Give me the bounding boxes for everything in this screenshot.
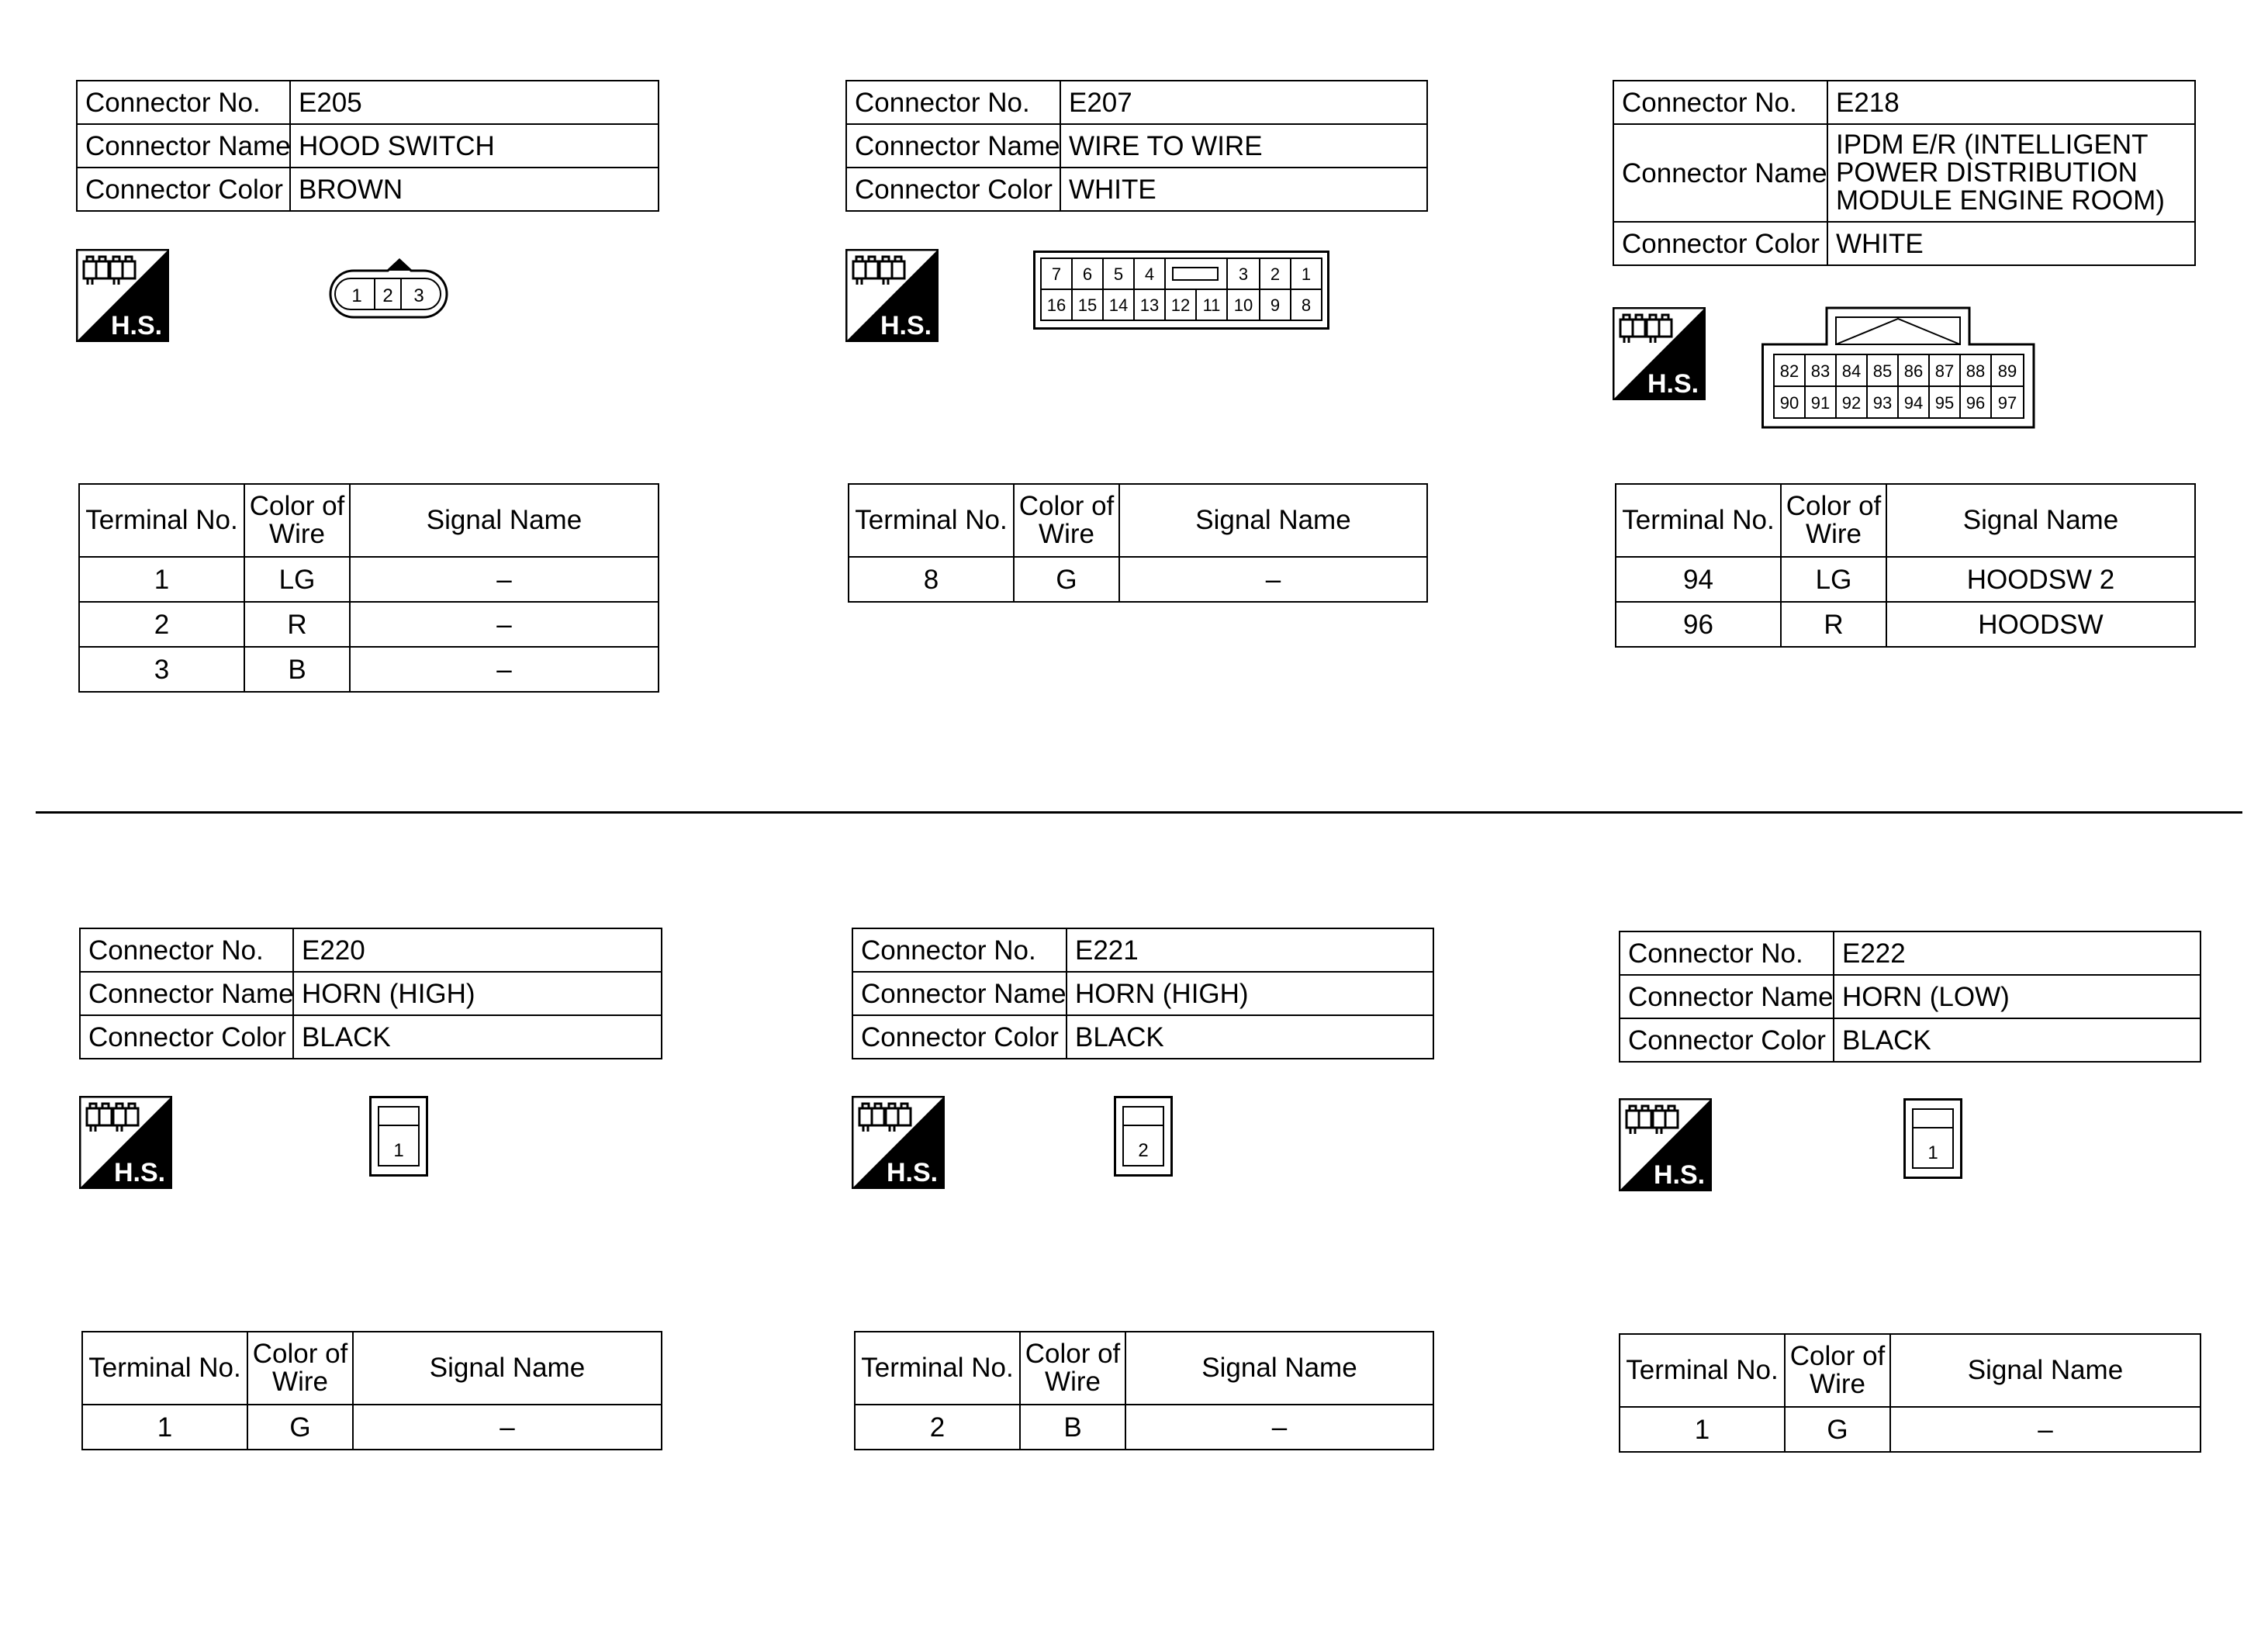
- header-color-of-wire: [1014, 484, 1119, 557]
- connector-face-diagram: [323, 249, 456, 319]
- connector-no-row: [80, 928, 662, 972]
- pin-label: 85: [1872, 361, 1893, 381]
- label-connector-name: Connector Name: [77, 124, 290, 168]
- wire-color-cell: LG: [244, 557, 350, 602]
- wire-color-cell: G: [1785, 1407, 1890, 1452]
- terminal-no-cell: 94: [1616, 557, 1781, 602]
- terminal-table: [1615, 483, 2196, 648]
- label-connector-color: Connector Color: [852, 1015, 1067, 1059]
- pin-label: 14: [1108, 295, 1129, 315]
- header-wire: Wire: [1810, 1369, 1865, 1399]
- pin-label: 3: [413, 285, 424, 306]
- hs-label: H.S.: [110, 311, 163, 340]
- connector-no-value: E221: [1067, 928, 1433, 972]
- pin-label: 97: [1997, 393, 2017, 413]
- terminal-no-cell: 96: [1616, 602, 1781, 647]
- pin-label: 12: [1170, 295, 1191, 315]
- wire-color-cell: R: [1781, 602, 1886, 647]
- pin-label: 94: [1903, 393, 1924, 413]
- pin-label: 3: [1238, 264, 1249, 284]
- wire-color-cell: G: [247, 1405, 353, 1450]
- pin-label: 2: [1270, 264, 1281, 284]
- terminal-no-cell: 2: [855, 1405, 1020, 1450]
- label-connector-no: Connector No.: [1613, 81, 1827, 124]
- label-connector-color: Connector Color: [846, 168, 1060, 211]
- harness-side-icon: [1613, 307, 1706, 400]
- pin-label: 88: [1965, 361, 1986, 381]
- terminal-no-cell: 1: [79, 557, 244, 602]
- connector-color-row: [1620, 1018, 2200, 1062]
- connector-no-value: E218: [1827, 81, 2195, 124]
- connector-name-line: IPDM E/R (INTELLIGENT: [1836, 130, 2149, 160]
- terminal-header-row: [82, 1332, 662, 1405]
- header-color-of: Color of: [1025, 1339, 1121, 1369]
- connector-face-diagram: [1033, 251, 1329, 330]
- connector-color-value: WHITE: [1060, 168, 1427, 211]
- wire-color-cell: B: [1020, 1405, 1125, 1450]
- pin-label: 2: [1138, 1140, 1149, 1161]
- connector-name-value: WIRE TO WIRE: [1060, 124, 1427, 168]
- connector-no-row: [1620, 931, 2200, 975]
- wire-color-cell: B: [244, 647, 350, 692]
- pin-label: 91: [1810, 393, 1831, 413]
- connector-name-row: [1620, 975, 2200, 1018]
- connector-name-row: [852, 972, 1433, 1015]
- connector-color-value: BLACK: [1067, 1015, 1433, 1059]
- terminal-no-cell: 3: [79, 647, 244, 692]
- pin-label: 8: [1301, 295, 1312, 315]
- terminal-table: [848, 483, 1428, 603]
- pin-label: 4: [1144, 264, 1155, 284]
- pin-label: 1: [351, 285, 362, 306]
- table-row: [849, 557, 1427, 602]
- connector-info-table: [852, 928, 1434, 1059]
- table-row: [82, 1405, 662, 1450]
- label-connector-color: Connector Color: [80, 1015, 293, 1059]
- pin-label: 92: [1841, 393, 1862, 413]
- pin-label: 15: [1077, 295, 1098, 315]
- signal-name-cell: –: [1890, 1407, 2200, 1452]
- label-connector-color: Connector Color: [77, 168, 290, 211]
- connector-color-value: BLACK: [293, 1015, 662, 1059]
- label-connector-name: Connector Name: [1613, 124, 1827, 222]
- pin-label: 2: [382, 285, 393, 306]
- terminal-table: [78, 483, 659, 693]
- pin-label: 96: [1965, 393, 1986, 413]
- signal-name-cell: –: [353, 1405, 662, 1450]
- connector-color-row: [1613, 222, 2195, 265]
- header-color-of-wire: [1781, 484, 1886, 557]
- label-connector-no: Connector No.: [1620, 931, 1834, 975]
- harness-side-icon: [1619, 1098, 1712, 1191]
- connector-color-value: BROWN: [290, 168, 659, 211]
- label-connector-no: Connector No.: [846, 81, 1060, 124]
- header-signal-name: Signal Name: [1886, 484, 2195, 557]
- connector-face-diagram: [369, 1096, 428, 1177]
- header-wire: Wire: [1045, 1367, 1101, 1397]
- terminal-header-row: [1620, 1334, 2200, 1407]
- connector-color-value: WHITE: [1827, 222, 2195, 265]
- signal-name-cell: HOODSW: [1886, 602, 2195, 647]
- harness-side-icon: [845, 249, 939, 342]
- connector-color-row: [80, 1015, 662, 1059]
- table-row: [79, 602, 659, 647]
- wire-color-cell: G: [1014, 557, 1119, 602]
- connector-no-row: [846, 81, 1427, 124]
- connector-info-table: [76, 80, 659, 212]
- pin-label: 7: [1051, 264, 1062, 284]
- pin-label: 90: [1779, 393, 1799, 413]
- connector-face-diagram: [1761, 306, 2036, 429]
- label-connector-no: Connector No.: [852, 928, 1067, 972]
- pin-label: 83: [1810, 361, 1831, 381]
- table-row: [855, 1405, 1433, 1450]
- header-color-of: Color of: [1786, 491, 1882, 521]
- wire-color-cell: LG: [1781, 557, 1886, 602]
- hs-label: H.S.: [1653, 1160, 1706, 1190]
- label-connector-no: Connector No.: [77, 81, 290, 124]
- terminal-header-row: [849, 484, 1427, 557]
- connector-no-value: E222: [1834, 931, 2200, 975]
- header-signal-name: Signal Name: [1119, 484, 1427, 557]
- header-color-of-wire: [1785, 1334, 1890, 1407]
- terminal-header-row: [855, 1332, 1433, 1405]
- wire-color-cell: R: [244, 602, 350, 647]
- header-signal-name: Signal Name: [1890, 1334, 2200, 1407]
- signal-name-cell: HOODSW 2: [1886, 557, 2195, 602]
- label-connector-no: Connector No.: [80, 928, 293, 972]
- label-connector-name: Connector Name: [846, 124, 1060, 168]
- table-row: [79, 557, 659, 602]
- harness-side-icon: [79, 1096, 172, 1189]
- header-signal-name: Signal Name: [353, 1332, 662, 1405]
- header-signal-name: Signal Name: [350, 484, 659, 557]
- table-row: [79, 647, 659, 692]
- connector-name-line: MODULE ENGINE ROOM): [1836, 185, 2165, 216]
- header-terminal-no: Terminal No.: [1616, 484, 1781, 557]
- header-signal-name: Signal Name: [1125, 1332, 1433, 1405]
- header-color-of: Color of: [249, 491, 345, 521]
- hs-label: H.S.: [880, 311, 932, 340]
- connector-name-value: HORN (HIGH): [293, 972, 662, 1015]
- signal-name-cell: –: [1119, 557, 1427, 602]
- connector-no-row: [1613, 81, 2195, 124]
- signal-name-cell: –: [350, 602, 659, 647]
- pin-label: 11: [1202, 295, 1221, 315]
- connector-name-value: HOOD SWITCH: [290, 124, 659, 168]
- connector-info-table: [1613, 80, 2196, 266]
- header-terminal-no: Terminal No.: [79, 484, 244, 557]
- connector-name-row: [1613, 124, 2195, 222]
- pin-label: 82: [1779, 361, 1799, 381]
- connector-info-table: [79, 928, 662, 1059]
- connector-name-value: HORN (LOW): [1834, 975, 2200, 1018]
- hs-label: H.S.: [113, 1158, 166, 1187]
- table-row: [1620, 1407, 2200, 1452]
- table-row: [1616, 557, 2195, 602]
- connector-no-value: E220: [293, 928, 662, 972]
- connector-name-line: POWER DISTRIBUTION: [1836, 157, 2138, 188]
- header-wire: Wire: [272, 1367, 328, 1397]
- label-connector-name: Connector Name: [80, 972, 293, 1015]
- connector-color-row: [846, 168, 1427, 211]
- header-color-of-wire: [247, 1332, 353, 1405]
- header-terminal-no: Terminal No.: [849, 484, 1014, 557]
- signal-name-cell: –: [1125, 1405, 1433, 1450]
- table-row: [1616, 602, 2195, 647]
- pin-label: 1: [1301, 264, 1312, 284]
- hs-label: H.S.: [886, 1158, 939, 1187]
- pin-label: 13: [1139, 295, 1160, 315]
- label-connector-name: Connector Name: [1620, 975, 1834, 1018]
- pin-label: 87: [1934, 361, 1955, 381]
- header-terminal-no: Terminal No.: [82, 1332, 247, 1405]
- header-wire: Wire: [269, 519, 325, 549]
- pin-label: 1: [1927, 1142, 1938, 1163]
- connector-color-value: BLACK: [1834, 1018, 2200, 1062]
- connector-no-row: [852, 928, 1433, 972]
- terminal-header-row: [1616, 484, 2195, 557]
- pin-label: 9: [1270, 295, 1281, 315]
- harness-side-icon: [852, 1096, 945, 1189]
- connector-no-row: [77, 81, 659, 124]
- hs-label: H.S.: [1647, 369, 1699, 399]
- connector-info-table: [1619, 931, 2201, 1063]
- harness-side-icon: [76, 249, 169, 342]
- connector-color-row: [852, 1015, 1433, 1059]
- connector-info-table: [845, 80, 1428, 212]
- connector-no-value: E207: [1060, 81, 1427, 124]
- label-connector-color: Connector Color: [1620, 1018, 1834, 1062]
- pin-label: 5: [1113, 264, 1124, 284]
- signal-name-cell: –: [350, 647, 659, 692]
- connector-name-value: [1827, 124, 2195, 222]
- pin-label: 86: [1903, 361, 1924, 381]
- pin-label: 6: [1082, 264, 1093, 284]
- header-terminal-no: Terminal No.: [1620, 1334, 1785, 1407]
- terminal-no-cell: 8: [849, 557, 1014, 602]
- header-color-of: Color of: [1789, 1341, 1886, 1371]
- connector-name-row: [80, 972, 662, 1015]
- header-color-of: Color of: [1018, 491, 1115, 521]
- header-wire: Wire: [1806, 519, 1862, 549]
- signal-name-cell: –: [350, 557, 659, 602]
- terminal-no-cell: 1: [82, 1405, 247, 1450]
- connector-name-value: HORN (HIGH): [1067, 972, 1433, 1015]
- terminal-table: [854, 1331, 1434, 1450]
- connector-face-diagram: [1114, 1096, 1173, 1177]
- header-color-of: Color of: [252, 1339, 348, 1369]
- pin-label: 95: [1934, 393, 1955, 413]
- connector-name-row: [77, 124, 659, 168]
- header-color-of-wire: [1020, 1332, 1125, 1405]
- label-connector-name: Connector Name: [852, 972, 1067, 1015]
- pin-label: 16: [1046, 295, 1067, 315]
- terminal-table: [81, 1331, 662, 1450]
- terminal-no-cell: 1: [1620, 1407, 1785, 1452]
- header-wire: Wire: [1039, 519, 1094, 549]
- terminal-table: [1619, 1333, 2201, 1453]
- section-divider: [36, 811, 2242, 814]
- pin-label: 1: [393, 1140, 404, 1161]
- pin-label: 89: [1997, 361, 2017, 381]
- connector-color-row: [77, 168, 659, 211]
- connector-name-row: [846, 124, 1427, 168]
- connector-face-diagram: [1903, 1098, 1962, 1179]
- terminal-header-row: [79, 484, 659, 557]
- header-terminal-no: Terminal No.: [855, 1332, 1020, 1405]
- connector-no-value: E205: [290, 81, 659, 124]
- header-color-of-wire: [244, 484, 350, 557]
- pin-label: 84: [1841, 361, 1862, 381]
- label-connector-color: Connector Color: [1613, 222, 1827, 265]
- terminal-no-cell: 2: [79, 602, 244, 647]
- pin-label: 93: [1872, 393, 1893, 413]
- pin-label: 10: [1233, 295, 1253, 315]
